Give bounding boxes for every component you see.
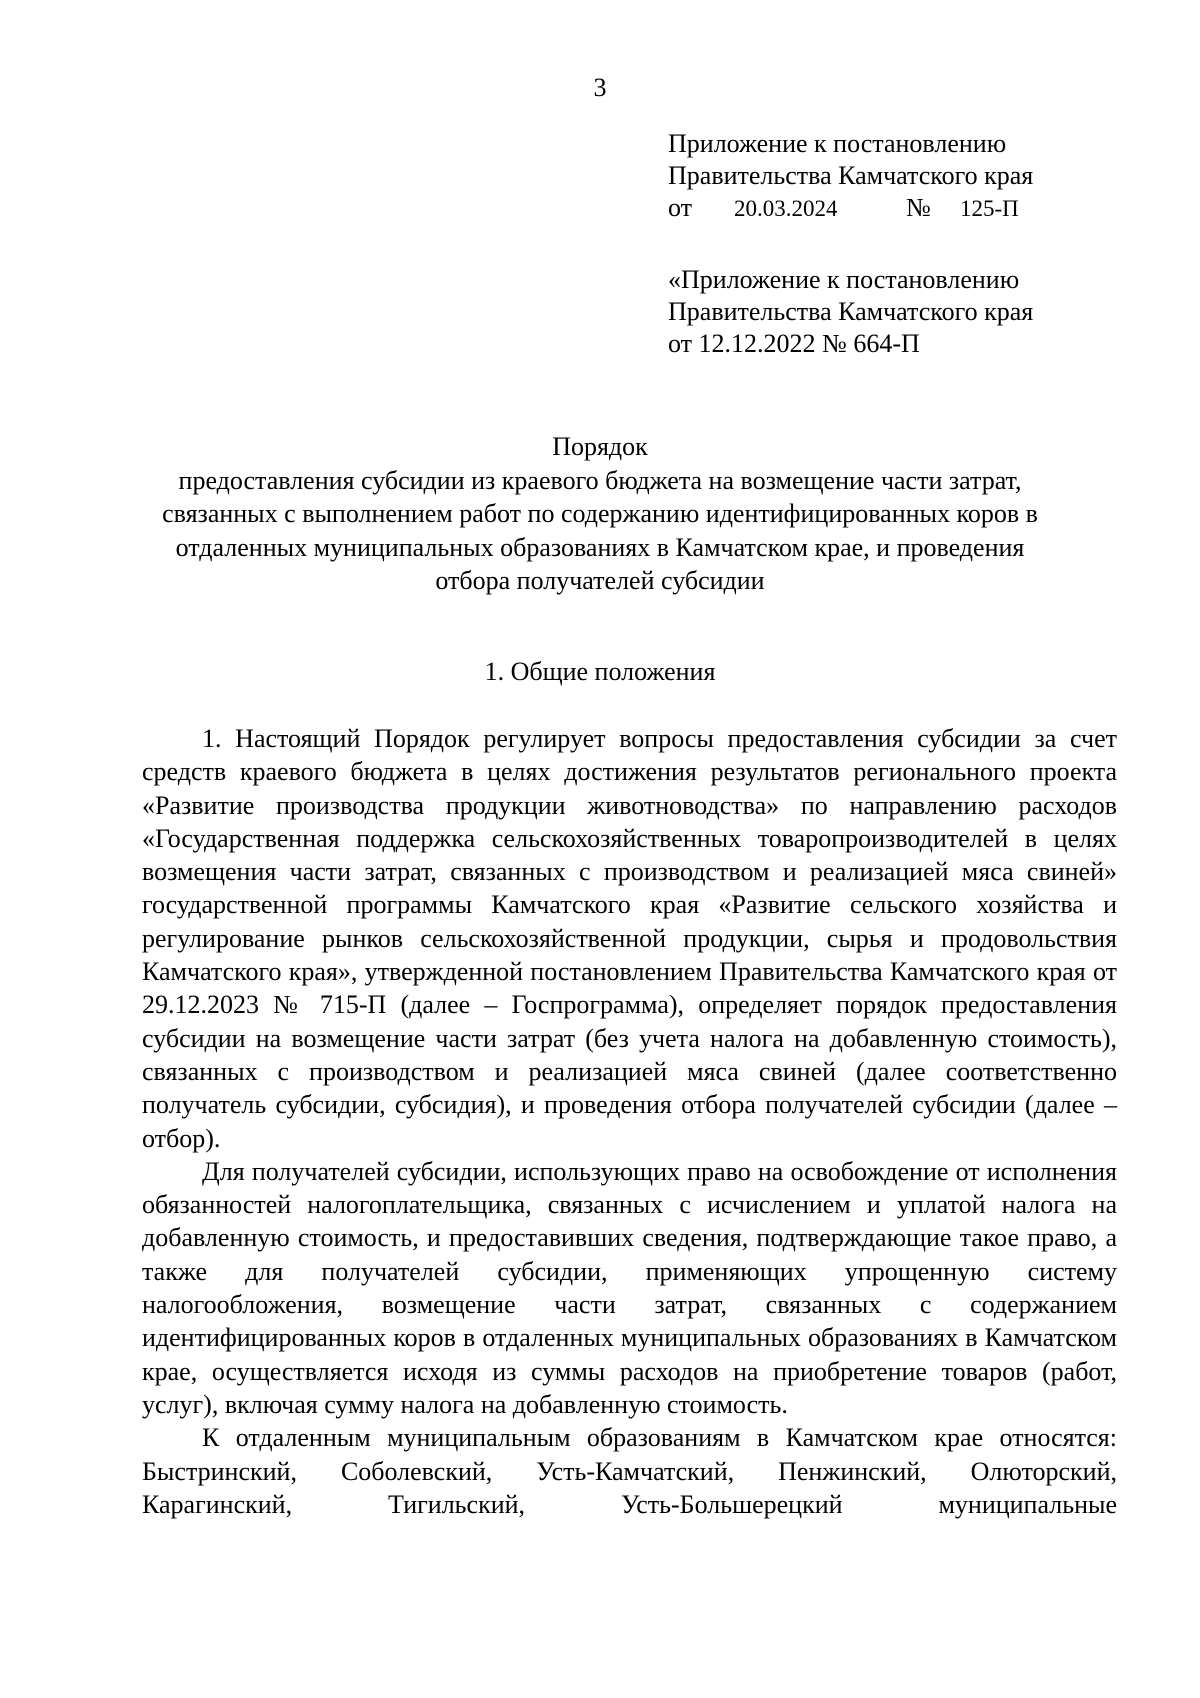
title-line-1: предоставления субсидии из краевого бюджета на возмещение части затрат, (178, 465, 1022, 495)
title-heading: Порядок (552, 432, 648, 461)
appendix-new-line-2: Правительства Камчатского края (668, 161, 1034, 190)
section-heading: 1. Общие положения (484, 657, 716, 686)
title-line-4: отбора получателей субсидии (435, 566, 765, 595)
appendix-old-line-3: от 12.12.2022 № 664-П (668, 329, 920, 358)
page-number: 3 (593, 73, 607, 102)
number-sign: № (906, 193, 931, 222)
appendix-header-old (668, 264, 1033, 360)
appendix-new-line-1: Приложение к постановлению (668, 129, 1007, 158)
title-line-2: связанных с выполнением работ по содержанию идентифицированных коров в (162, 499, 1038, 528)
document-body (142, 722, 1117, 1521)
resolution-date: 20.03.2024 (734, 196, 838, 221)
title-line-3: отдаленных муниципальных образованиях в Камчатском крае, и проведения (175, 532, 1025, 562)
paragraph: К отдаленным муниципальным образованиям в Камчатском крае относятся: Быстринский, Соболевский, Усть-Камчатский, Пенжинский, Олюторский, Карагинский, Тигильский, Усть-Большерецкий муниципальные (142, 1423, 1117, 1519)
resolution-number: 125-П (960, 196, 1019, 221)
from-label: от (668, 193, 693, 222)
paragraph: 1. Настоящий Порядок регулирует вопросы предоставления субсидии за счет средств краевого бюджета в целях достижения результатов регионального проекта «Развитие производства продукции животноводства» по направлению расходов «Государственная поддержка сельскохозяйственных товаропроизводителей в целях возмещения части затрат, связанных с производством и реализацией мяса свиней» государственной программы Камчатского края «Развитие сельского хозяйства и регулирование рынков сельскохозяйственной продукции, сырья и продовольствия Камчатского края», утвержденной постановлением Правительства Камчатского края от 29.12.2023 № 715-П (далее – Госпрограмма), определяет порядок предоставления субсидии на возмещение части затрат (без учета налога на добавленную стоимость), связанных с производством и реализацией мяса свиней (далее соответственно получатель субсидии, субсидия), и проведения отбора получателей субсидии (далее – отбор). (142, 724, 1117, 1153)
appendix-new-date-row (668, 192, 1033, 224)
document-title (120, 430, 1080, 598)
appendix-header-new (668, 128, 1033, 224)
paragraph: Для получателей субсидии, использующих право на освобождение от исполнения обязанностей налогоплательщика, связанных с исчислением и уплатой налога на добавленную стоимость, и предоставивших сведения, подтверждающие такое право, а также для получателей субсидии, применяющих упрощенную систему налогообложения, возмещение части затрат, связанных с содержанием идентифицированных коров в отдаленных муниципальных образованиях в Камчатском крае, осуществляется исходя из суммы расходов на приобретение товаров (работ, услуг), включая сумму налога на добавленную стоимость. (142, 1156, 1117, 1419)
appendix-old-line-2: Правительства Камчатского края (668, 297, 1034, 326)
appendix-old-line-1: «Приложение к постановлению (668, 265, 1020, 294)
